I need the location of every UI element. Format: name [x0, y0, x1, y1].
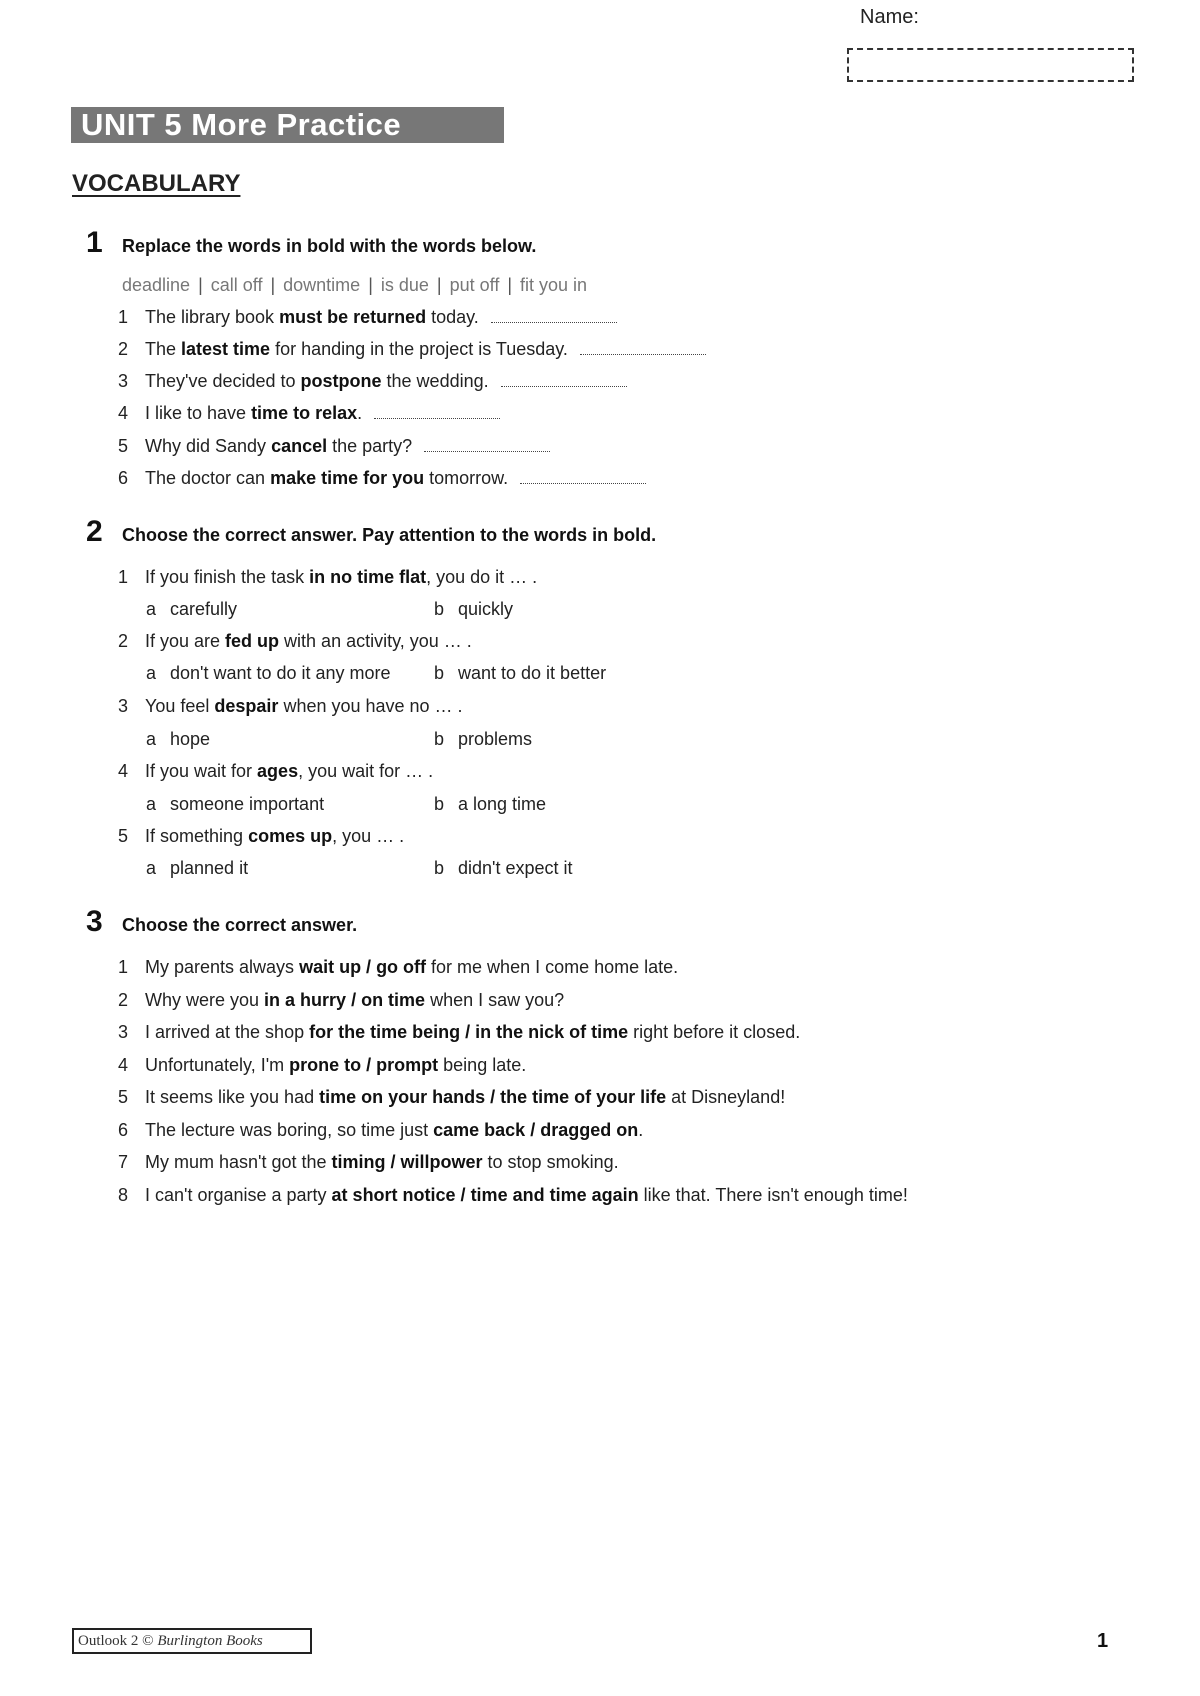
word-bank-item: fit you in	[520, 275, 588, 295]
item-number: 5	[118, 436, 129, 456]
item-number: 1	[118, 567, 129, 587]
option-a[interactable]: a hope	[146, 729, 211, 749]
item-number: 4	[118, 761, 129, 781]
item-number: 1	[118, 307, 129, 327]
item-number: 4	[118, 403, 129, 423]
word-bank-item: downtime	[283, 275, 361, 295]
item-number: 2	[118, 339, 129, 359]
word-bank-item: call off	[210, 275, 263, 295]
option-a[interactable]: a don't want to do it any more	[146, 663, 391, 683]
name-label: Name:	[860, 6, 919, 28]
word-bank-item: put off	[449, 275, 500, 295]
answer-blank[interactable]	[501, 372, 627, 387]
answer-blank[interactable]	[424, 437, 550, 452]
item-number: 3	[118, 696, 129, 716]
item-number: 2	[118, 990, 129, 1010]
exercise-2-instruction: Choose the correct answer. Pay attention to the words in bold.	[122, 525, 657, 545]
answer-blank[interactable]	[374, 404, 500, 419]
item-number: 3	[118, 371, 129, 391]
answer-choices[interactable]: in a hurry / on time	[264, 990, 426, 1010]
answer-choices[interactable]: time on your hands / the time of your life	[319, 1087, 667, 1107]
item-number: 6	[118, 468, 129, 488]
option-a[interactable]: a someone important	[146, 794, 325, 814]
item-number: 8	[118, 1185, 129, 1205]
unit-title: UNIT 5 More Practice	[71, 107, 504, 143]
item-number: 3	[118, 1022, 129, 1042]
exercise-1-number: 1	[86, 226, 103, 259]
exercise-2-number: 2	[86, 515, 103, 548]
exercise-3-number: 3	[86, 905, 103, 938]
item-number: 6	[118, 1120, 129, 1140]
option-a[interactable]: a carefully	[146, 599, 238, 619]
option-b[interactable]: b want to do it better	[434, 663, 607, 683]
option-b[interactable]: b quickly	[434, 599, 514, 619]
answer-choices[interactable]: prone to / prompt	[289, 1055, 439, 1075]
answer-blank[interactable]	[580, 340, 706, 355]
answer-choices[interactable]: wait up / go off	[299, 957, 427, 977]
item-number: 1	[118, 957, 129, 977]
answer-choices[interactable]: at short notice / time and time again	[331, 1185, 639, 1205]
option-a[interactable]: a planned it	[146, 858, 249, 878]
item-number: 5	[118, 826, 129, 846]
item-number: 5	[118, 1087, 129, 1107]
word-bank-item: is due	[380, 275, 429, 295]
publisher-footer: Outlook 2 © Burlington Books	[72, 1628, 312, 1654]
option-b[interactable]: b a long time	[434, 794, 547, 814]
option-b[interactable]: b problems	[434, 729, 533, 749]
answer-choices[interactable]: came back / dragged on	[433, 1120, 639, 1140]
exercise-3-instruction: Choose the correct answer.	[122, 915, 358, 935]
item-number: 7	[118, 1152, 129, 1172]
word-bank: deadline | call off | downtime | is due | put off | fit you in	[122, 275, 588, 295]
option-b[interactable]: b didn't expect it	[434, 858, 573, 878]
item-number: 2	[118, 631, 129, 651]
answer-blank[interactable]	[491, 308, 617, 323]
name-input-box[interactable]	[847, 48, 1134, 82]
page-number: 1	[1097, 1630, 1109, 1652]
section-title: VOCABULARY	[72, 170, 241, 197]
answer-choices[interactable]: for the time being / in the nick of time	[309, 1022, 629, 1042]
answer-choices[interactable]: timing / willpower	[331, 1152, 483, 1172]
answer-blank[interactable]	[520, 469, 646, 484]
word-bank-item: deadline	[122, 275, 191, 295]
exercise-1-instruction: Replace the words in bold with the words below.	[122, 236, 537, 256]
item-number: 4	[118, 1055, 129, 1075]
